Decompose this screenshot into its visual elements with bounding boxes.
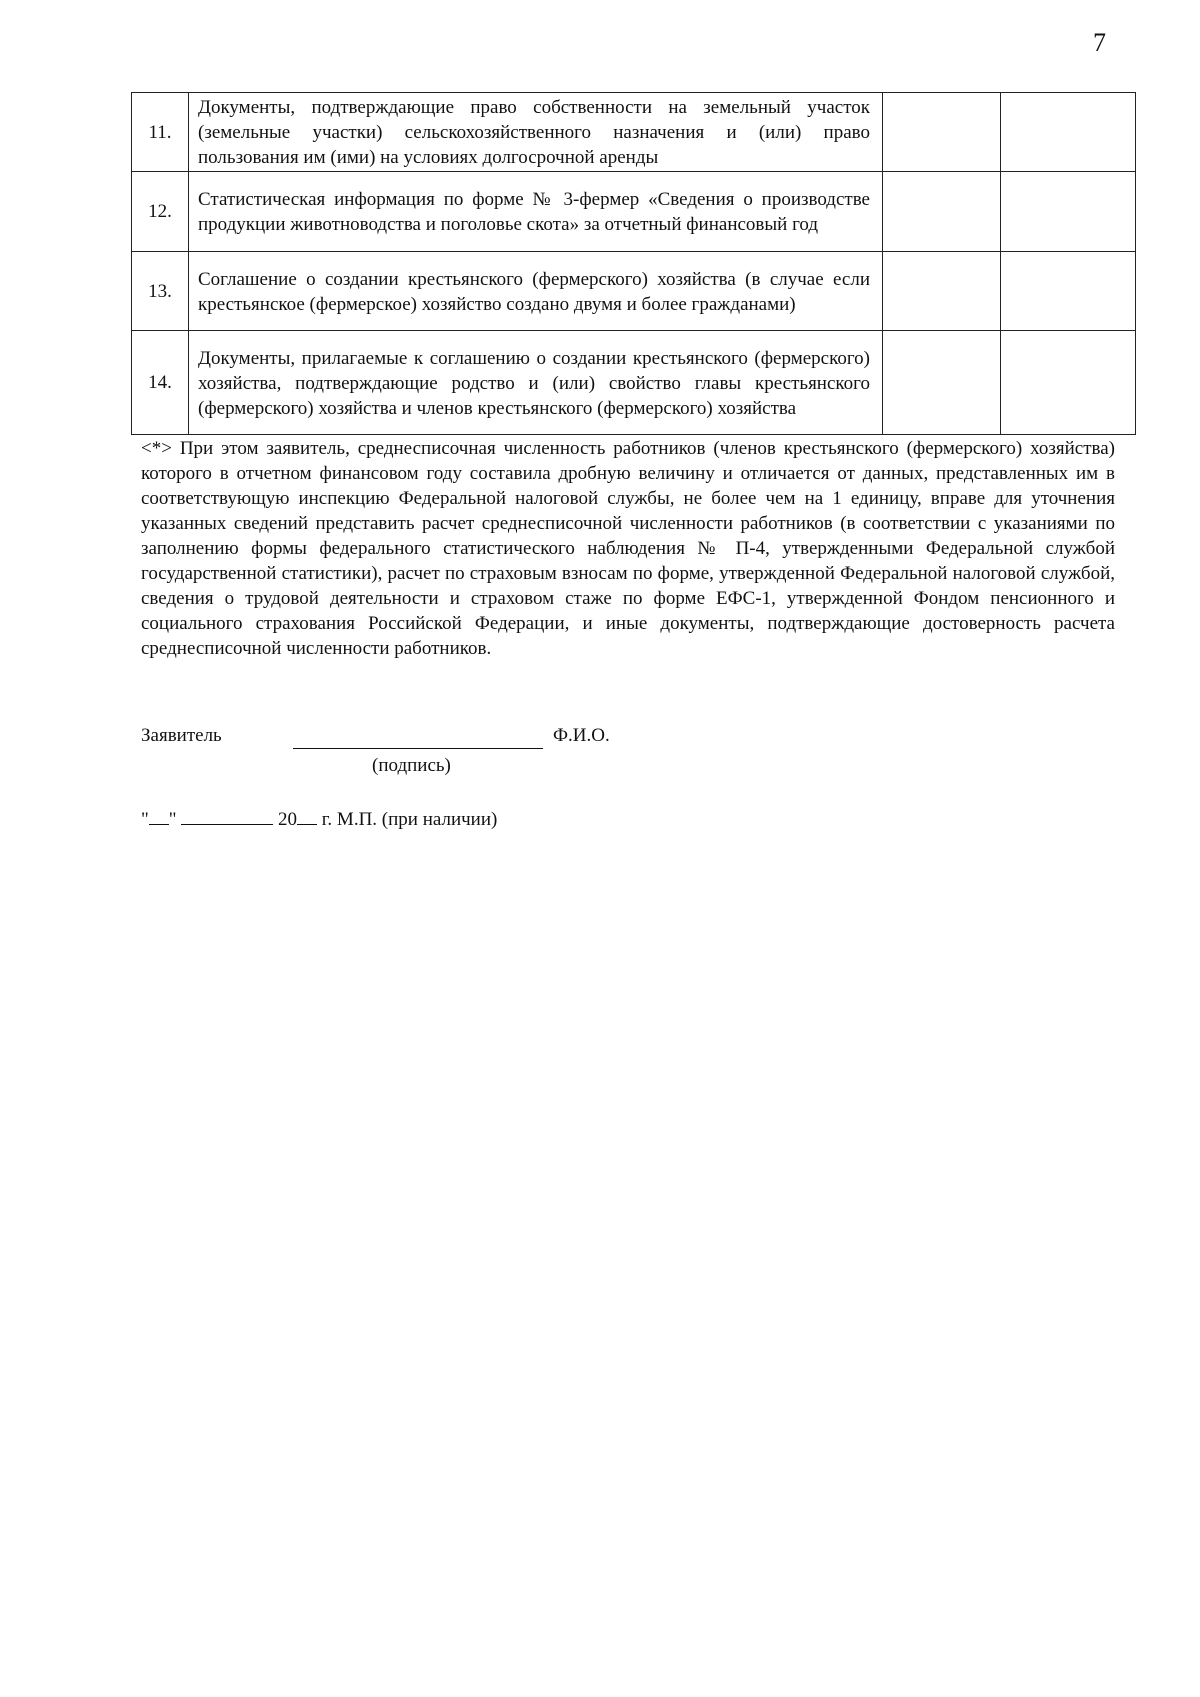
row-number: 11. [132,93,189,172]
row-number: 12. [132,172,189,252]
row-note-cell [1001,93,1136,172]
row-mark-cell [883,93,1001,172]
date-close-quote: " [168,809,177,830]
row-mark-cell [883,172,1001,252]
row-note-cell [1001,172,1136,252]
date-line [141,809,497,831]
row-mark-cell [883,252,1001,331]
row-note-cell [1001,252,1136,331]
row-note-cell [1001,331,1136,435]
row-description: Документы, подтверждающие право собственности на земельный участок (земельные участки) сельскохозяйственного назначения и (или) право пользования им (ими) на условиях долгосрочной аренды [189,93,883,172]
table-row [132,331,1136,435]
row-mark-cell [883,331,1001,435]
table-row [132,172,1136,252]
table-row [132,252,1136,331]
documents-table [131,92,1136,435]
row-description: Соглашение о создании крестьянского (фермерского) хозяйства (в случае если крестьянское (фермерское) хозяйство создано двумя и более гражданами) [189,252,883,331]
row-number: 13. [132,252,189,331]
row-description: Документы, прилагаемые к соглашению о создании крестьянского (фермерского) хозяйства, подтверждающие родство и (или) свойство главы крестьянского (фермерского) хозяйства и членов крестьянского (фермерского) хозяйства [189,331,883,435]
year-prefix: 20 [278,809,298,830]
signature-caption: (подпись) [372,755,451,776]
applicant-label: Заявитель [141,725,222,746]
page-number: 7 [1093,28,1106,57]
date-open-quote: " [141,809,149,830]
signature-line[interactable] [293,748,543,749]
year-blank[interactable] [297,810,317,825]
row-description: Статистическая информация по форме № 3-фермер «Сведения о производстве продукции животноводства и поголовье скота» за отчетный финансовый год [189,172,883,252]
row-number: 14. [132,331,189,435]
footnote-text: <*> При этом заявитель, среднесписочная численность работников (членов крестьянского (фермерского) хозяйства) которого в отчетном финансовом году составила дробную величину и отличается от данных, представленных им в соответствующую инспекцию Федеральной налоговой службы, не более чем на 1 единицу, вправе для уточнения указанных сведений представить расчет среднесписочной численности работников (в соответствии с указаниями по заполнению формы федерального статистического наблюдения № П-4, утвержденными Федеральной службой государственной статистики), расчет по страховым взносам по форме, утвержденной Федеральной налоговой службой, сведения о трудовой деятельности и страховом стаже по форме ЕФС-1, утвержденной Фондом пенсионного и социального страхования Российской Федерации, и иные документы, подтверждающие достоверность расчета среднесписочной численности работников. [141,438,1115,659]
fio-label: Ф.И.О. [553,725,610,746]
day-blank[interactable] [149,810,169,825]
table-row [132,93,1136,172]
date-suffix: г. М.П. (при наличии) [317,809,498,830]
month-blank[interactable] [181,810,273,825]
